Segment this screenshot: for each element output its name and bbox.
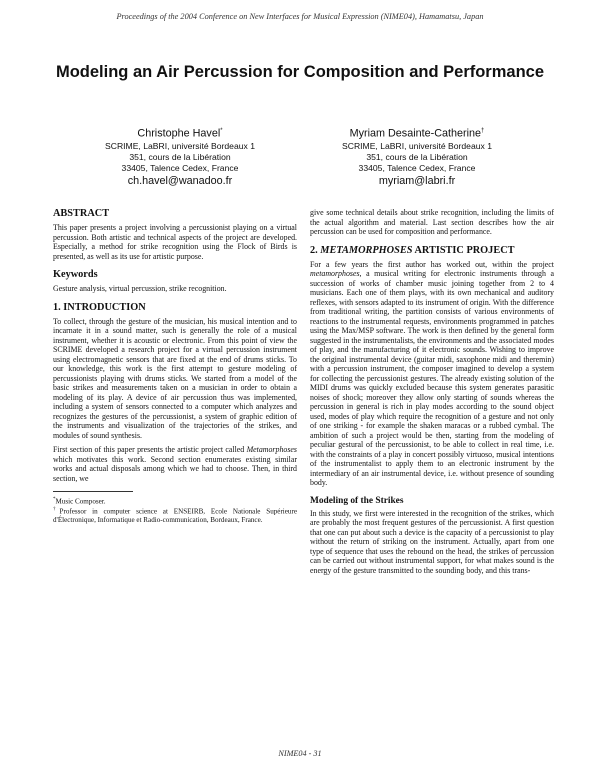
author-block [297, 124, 537, 188]
section2-heading: 2. METAMORPHOSES ARTISTIC PROJECT [310, 244, 515, 256]
introduction-heading: 1. INTRODUCTION [53, 301, 146, 313]
paper-title: Modeling an Air Percussion for Composition and Performance [55, 63, 545, 81]
introduction-paragraph: To collect, through the gesture of the musician, his musical intention and to incarnate it in a sound matter, such is generally the role of a musical instrument, whether it is acoustic or electronic. From this point of view the SCRIME developed a research project for a virtual percussion instrument using electromagnetic sensors that are fixed at the end of drums sticks. To our knowledge, this work is the first attempt to gesture modeling of percussionists playing with drums sticks. We started from a model of the basic strikes and measurements taken on a musician in order to obtain a modeling of its play. A device of air percussion thus was implemented, including a system of sensors connected to a computer which analyzes and recognizes the gestures of the percussionist, a system of graphic edition of the instruments and visualization of the trajectories of the strikes, and modules of sound synthesis. [53, 316, 297, 440]
keywords-text: Gesture analysis, virtual percussion, strike recognition. [53, 284, 227, 293]
author-affiliation: SCRIME, LaBRI, université Bordeaux 1 [342, 140, 492, 151]
section2-paragraph: For a few years the first author has worked out, within the project metamorphoses, a musical writing for electronic instruments through a succession of works of chamber music joining together from 2 to 4 musicians. Each one of them plays, with its own mechanical and auditory reflexes, with sensors adapted to its instrument of origin. With the difference from traditional writing, the partition consists of various environments of reactions to the instrumental requests, environments programmed in patches using the Max/MSP software. The work is then defined by the general form suggested in the instrumentalists, the environments and the associated modes of play, and the manufacturing of it electronic sounds. Wishing to improve the original instrumental device (guitar midi, saxophone midi and theremin) with a percussion instrument, the composer imagined to develop a system for collecting the percussionist gestures. The already existing solution of the MIDI drums was quickly excluded because this system generates parasitic noises of shock; moreover they allow only starting of sounds whereas the percussion in general is rich in play modes according to the sound object used, modes of play which require the recognition of a gesture and not only of one striking - for example the shaken maracas or a rubbed cymbal. The ambition of such a project would be then, starting from the modeling of peculiar gestural of the percussionist, to be able to collect in real time, i.e. with the constraints of a play in concert possibly virtuoso, musical intentions of the instrumentalist to apply them to an electronic instrument by the intermediary of an air instrumental device, i.e. without presence of sounding body. [310, 259, 554, 487]
keywords-heading: Keywords [53, 269, 98, 280]
author-email[interactable]: myriam@labri.fr [378, 174, 456, 187]
introduction-continued: give some technical details about strike recognition, including the limits of the actual algorithm and material. Last section describes how the air percussion can be used for composition and performance. [310, 208, 554, 236]
right-column [310, 208, 554, 575]
footnote-mark: † [481, 128, 485, 134]
introduction-paragraph: First section of this paper presents the artistic project called Metamorphoses which motivates this work. Second section enumerates existing similar works and actual disposals among which we had to choose. Then, in third section, we [53, 445, 297, 483]
author-address: 351, cours de la Libération [129, 151, 231, 162]
author-block [60, 124, 300, 188]
abstract-heading: ABSTRACT [53, 208, 110, 219]
footnote: †Professor in computer science at ENSEIRB, Ecole Nationale Supérieure d'Électronique, Informatique et Radio-communication, Bordeaux, France. [53, 506, 297, 524]
footnote-mark: * [220, 128, 223, 134]
author-city: 33405, Talence Cedex, France [121, 162, 239, 173]
footnote: *Music Composer. [53, 497, 106, 506]
author-address: 351, cours de la Libération [366, 151, 468, 162]
footnote-divider [53, 491, 133, 492]
page-number: NIME04 - 31 [278, 749, 322, 758]
running-header: Proceedings of the 2004 Conference on New Interfaces for Musical Expression (NIME04), Hamamatsu, Japan [116, 12, 484, 21]
abstract-text: This paper presents a project involving a percussionist playing on a virtual percussion. Both artistic and technical aspects of the project are developed. Especially, a method for strike recognition using the Flock of Birds is presented, as well as its use for artistic purpose. [53, 223, 297, 261]
author-name: Christophe Havel* [137, 127, 223, 140]
author-email[interactable]: ch.havel@wanadoo.fr [127, 174, 233, 187]
left-column [53, 208, 297, 525]
strikes-heading: Modeling of the Strikes [310, 495, 404, 506]
author-city: 33405, Talence Cedex, France [358, 162, 476, 173]
strikes-paragraph: In this study, we first were interested in the recognition of the strikes, which are probably the most frequent gestures of the percussionist. A first question that one can put about such a device is the capacity of a percussionist to play without the return of striking on the instrument. Actually, apart from one type of sequence that uses the rebound on the head, the strikes of percussion can be carried out without instrumental support, for what makes sound is the energy of the gesture transmitted to the sounding body, and this trans- [310, 508, 554, 575]
author-affiliation: SCRIME, LaBRI, université Bordeaux 1 [105, 140, 255, 151]
author-name: Myriam Desainte-Catherine† [349, 127, 485, 140]
